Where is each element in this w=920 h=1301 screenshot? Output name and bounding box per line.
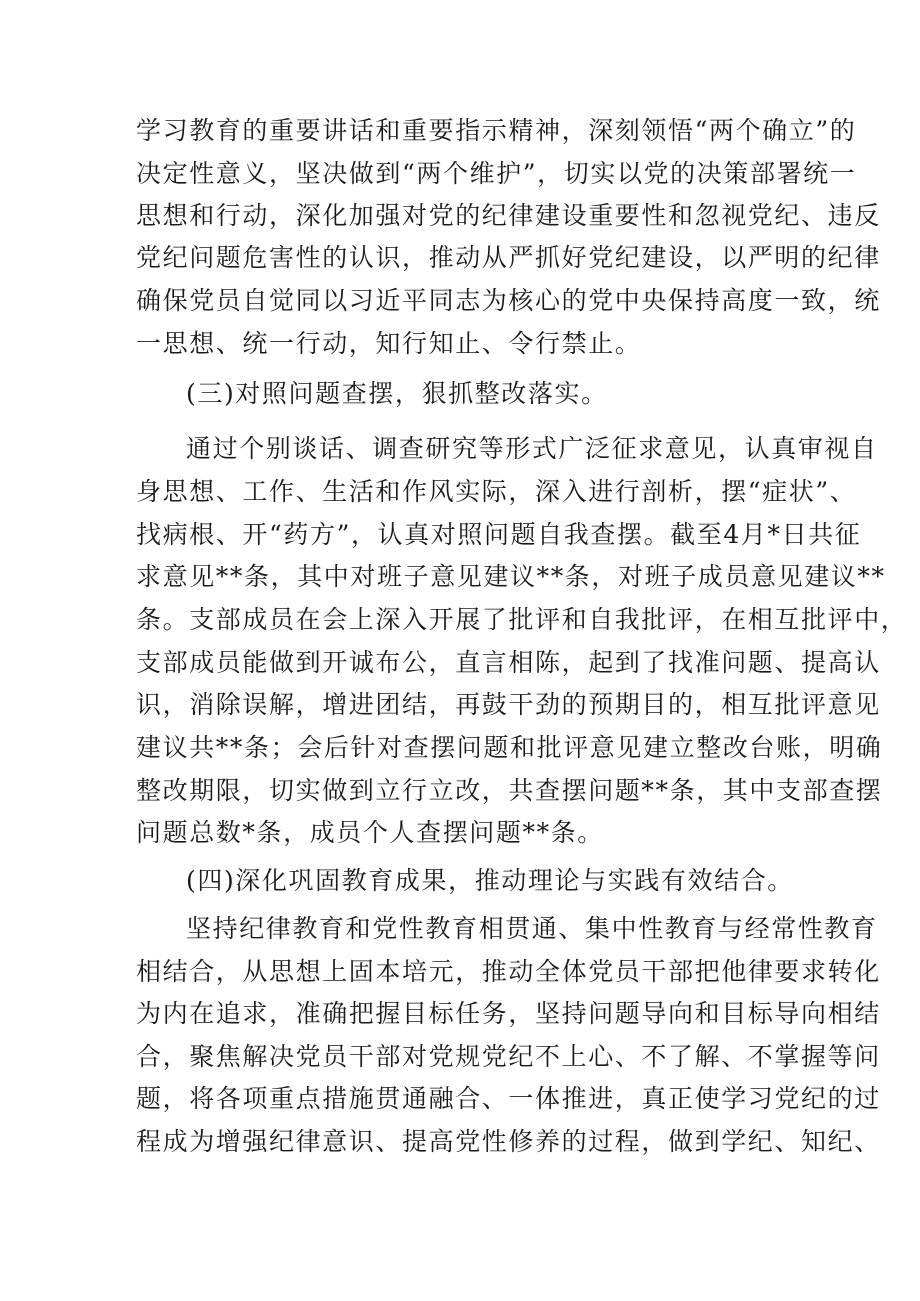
body-text-line: 题，将各项重点措施贯通融合、一体推进，真正使学习党纪的过 bbox=[136, 1084, 881, 1113]
body-text-line: 条。支部成员在会上深入开展了批评和自我批评，在相互批评中， bbox=[136, 605, 908, 634]
body-text-line: 一思想、统一行动，知行知止、令行禁止。 bbox=[136, 329, 642, 358]
body-text-line: 确保党员自觉同以习近平同志为核心的党中央保持高度一致，统 bbox=[136, 286, 881, 315]
section-heading-3: (三)对照问题查摆，狠抓整改落实。 bbox=[186, 379, 608, 408]
body-text-line: 为内在追求，准确把握目标任务，坚持问题导向和目标导向相结 bbox=[136, 999, 881, 1028]
body-text-line: 识，消除误解，增进团结，再鼓干劲的预期目的，相互批评意见 bbox=[136, 690, 881, 719]
body-text-line: 思想和行动，深化加强对党的纪律建设重要性和忽视党纪、违反 bbox=[136, 201, 881, 230]
body-text-line: 求意见**条，其中对班子意见建议**条，对班子成员意见建议** bbox=[136, 562, 886, 591]
body-text-line: 决定性意义，坚决做到“两个维护”，切实以党的决策部署统一 bbox=[136, 159, 857, 188]
body-text-line: 通过个别谈话、调查研究等形式广泛征求意见，认真审视自 bbox=[186, 434, 878, 463]
body-text-line: 建议共**条；会后针对查摆问题和批评意见建立整改台账，明确 bbox=[136, 733, 883, 762]
body-text-line: 相结合，从思想上固本培元，推动全体党员干部把他律要求转化 bbox=[136, 957, 881, 986]
body-text-line: 坚持纪律教育和党性教育相贯通、集中性教育与经常性教育 bbox=[186, 914, 878, 943]
body-text-line: 党纪问题危害性的认识，推动从严抓好党纪建设，以严明的纪律 bbox=[136, 243, 881, 272]
body-text-line: 合，聚焦解决党员干部对党规党纪不上心、不了解、不掌握等问 bbox=[136, 1042, 881, 1071]
body-text-line: 支部成员能做到开诚布公，直言相陈，起到了找准问题、提高认 bbox=[136, 648, 881, 677]
body-text-line: 找病根、开“药方”，认真对照问题自我查摆。截至4月*日共征 bbox=[136, 520, 862, 549]
body-text-line: 身思想、工作、生活和作风实际，深入进行剖析，摆“症状”、 bbox=[136, 477, 857, 506]
body-text-line: 问题总数*条，成员个人查摆问题**条。 bbox=[136, 818, 604, 847]
body-text-line: 程成为增强纪律意识、提高党性修养的过程，做到学纪、知纪、 bbox=[136, 1127, 881, 1156]
body-text-line: 学习教育的重要讲话和重要指示精神，深刻领悟“两个确立”的 bbox=[136, 116, 857, 145]
body-text-line: 整改期限，切实做到立行立改，共查摆问题**条，其中支部查摆 bbox=[136, 776, 883, 805]
section-heading-4: (四)深化巩固教育成果，推动理论与实践有效结合。 bbox=[186, 866, 794, 895]
